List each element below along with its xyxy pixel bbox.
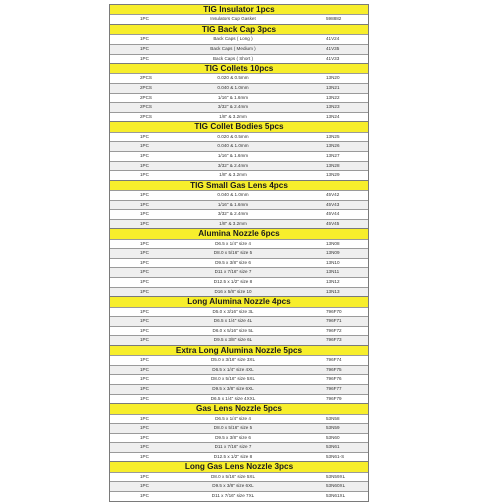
spec-cell: 0.040 & 1.0mm bbox=[217, 192, 249, 198]
part-number-cell: 796F77 bbox=[326, 386, 342, 392]
part-number-cell: 13N08 bbox=[326, 240, 340, 246]
part-number-cell: 796F79 bbox=[326, 395, 342, 401]
quantity-cell: 1PC bbox=[140, 366, 149, 372]
table-row bbox=[110, 335, 368, 345]
part-number-cell: 53N61XL bbox=[326, 493, 346, 499]
part-number-cell: 13N29 bbox=[326, 172, 340, 178]
table-row bbox=[110, 384, 368, 394]
section-header: TIG Small Gas Lens 4pcs bbox=[110, 180, 368, 190]
spec-cell: D9.5 x 3/8" size 6 bbox=[215, 434, 251, 440]
spec-cell: D11 x 7/16" size 7 bbox=[214, 444, 252, 450]
part-number-cell: 796F72 bbox=[326, 327, 342, 333]
part-number-cell: 45V43 bbox=[326, 201, 340, 207]
spec-cell: Back Caps ( Long ) bbox=[213, 36, 253, 42]
spec-cell: 0.040 & 1.0mm bbox=[217, 143, 249, 149]
part-number-cell: 13N11 bbox=[326, 269, 340, 275]
table-row bbox=[110, 394, 368, 404]
spec-cell: D6.5 x 1/4" size 4 bbox=[215, 415, 251, 421]
part-number-cell: 53N61-S bbox=[326, 453, 345, 459]
spec-cell: D8.0 x 5/16" size 5 bbox=[213, 250, 253, 256]
quantity-cell: 1PC bbox=[140, 357, 149, 363]
quantity-cell: 1PC bbox=[140, 493, 149, 499]
table-row bbox=[110, 239, 368, 249]
quantity-cell: 1PC bbox=[140, 259, 149, 265]
quantity-cell: 1PC bbox=[140, 279, 149, 285]
quantity-cell: 2PCS bbox=[140, 104, 153, 110]
table-row bbox=[110, 491, 368, 501]
table-row bbox=[110, 326, 368, 336]
quantity-cell: 1PC bbox=[140, 172, 149, 178]
quantity-cell: 1PC bbox=[140, 327, 149, 333]
section-header: TIG Back Cap 3pcs bbox=[110, 24, 368, 34]
spec-cell: 1/8" & 3.2mm bbox=[219, 220, 247, 226]
quantity-cell: 1PC bbox=[140, 201, 149, 207]
spec-cell: D9.5 x 3/8" size 6L bbox=[213, 337, 253, 343]
quantity-cell: 1PC bbox=[140, 444, 149, 450]
part-number-cell: 796F75 bbox=[326, 366, 342, 372]
part-number-cell: 13N25 bbox=[326, 133, 340, 139]
spec-cell: 3/32" & 2.4mm bbox=[217, 104, 249, 110]
spec-cell: Back Caps ( Short ) bbox=[212, 55, 254, 61]
section-header: TIG Collet Bodies 5pcs bbox=[110, 121, 368, 131]
quantity-cell: 1PC bbox=[140, 240, 149, 246]
quantity-cell: 1PC bbox=[140, 376, 149, 382]
quantity-cell: 1PC bbox=[140, 483, 149, 489]
quantity-cell: 1PC bbox=[140, 473, 149, 479]
table-row bbox=[110, 44, 368, 54]
quantity-cell: 1PC bbox=[140, 220, 149, 226]
table-row bbox=[110, 267, 368, 277]
spec-cell: 1/16" & 1.6mm bbox=[217, 201, 249, 207]
spec-cell: D12.5 x 1/2" size 8 bbox=[213, 279, 253, 285]
spec-cell: D5.0 x 3/16" size 3XL bbox=[210, 357, 256, 363]
quantity-cell: 2PCS bbox=[140, 94, 153, 100]
section-header: Long Gas Lens Nozzle 3pcs bbox=[110, 461, 368, 471]
spec-cell: Insulators Cup Gasket bbox=[210, 16, 256, 22]
part-number-cell: 53N60XL bbox=[326, 483, 346, 489]
spec-cell: 3/32" & 2.4mm bbox=[217, 162, 249, 168]
table-row bbox=[110, 433, 368, 443]
table-row bbox=[110, 287, 368, 297]
part-number-cell: 13N20 bbox=[326, 75, 340, 81]
spec-cell: D6.5 x 1/4" size 4XXL bbox=[210, 395, 256, 401]
spec-cell: 0.020 & 0.5mm bbox=[217, 133, 249, 139]
part-number-cell: 13N28 bbox=[326, 162, 340, 168]
part-number-cell: 13N27 bbox=[326, 152, 340, 158]
quantity-cell: 1PC bbox=[140, 211, 149, 217]
table-row bbox=[110, 83, 368, 93]
part-number-cell: 796F76 bbox=[326, 376, 342, 382]
part-number-cell: 45V44 bbox=[326, 211, 340, 217]
quantity-cell: 2PCS bbox=[140, 75, 153, 81]
spec-cell: 3/32" & 2.4mm bbox=[217, 211, 249, 217]
quantity-cell: 1PC bbox=[140, 337, 149, 343]
part-number-cell: 53N61 bbox=[326, 444, 340, 450]
quantity-cell: 1PC bbox=[140, 192, 149, 198]
spec-cell: D9.5 x 3/8" size 6 bbox=[215, 259, 251, 265]
quantity-cell: 1PC bbox=[140, 45, 149, 51]
quantity-cell: 1PC bbox=[140, 425, 149, 431]
quantity-cell: 1PC bbox=[140, 133, 149, 139]
spec-cell: D6.5 x 1/4" size 4 bbox=[215, 240, 251, 246]
section-header: TIG Collets 10pcs bbox=[110, 63, 368, 73]
quantity-cell: 1PC bbox=[140, 162, 149, 168]
quantity-cell: 1PC bbox=[140, 269, 149, 275]
spec-cell: 1/8" & 3.2mm bbox=[219, 172, 247, 178]
part-number-cell: 13N24 bbox=[326, 113, 340, 119]
quantity-cell: 2PCS bbox=[140, 113, 153, 119]
table-row bbox=[110, 481, 368, 491]
part-number-cell: 41V24 bbox=[326, 36, 340, 42]
part-number-cell: 53N59 bbox=[326, 425, 340, 431]
table-row bbox=[110, 248, 368, 258]
table-row bbox=[110, 258, 368, 268]
part-number-cell: 796F73 bbox=[326, 337, 342, 343]
quantity-cell: 1PC bbox=[140, 434, 149, 440]
table-row bbox=[110, 73, 368, 83]
parts-list-table bbox=[109, 4, 369, 502]
part-number-cell: 45V45 bbox=[326, 220, 340, 226]
spec-cell: 1/8" & 3.2mm bbox=[219, 113, 247, 119]
spec-cell: 0.040 & 1.0mm bbox=[217, 85, 249, 91]
quantity-cell: 1PC bbox=[140, 288, 149, 294]
spec-cell: D6.5 x 1/4" size 4L bbox=[213, 318, 253, 324]
table-row bbox=[110, 34, 368, 44]
part-number-cell: 53N60 bbox=[326, 434, 340, 440]
quantity-cell: 1PC bbox=[140, 152, 149, 158]
spec-cell: D6.0 x 5/16" size 5L bbox=[212, 327, 254, 333]
quantity-cell: 2PCS bbox=[140, 85, 153, 91]
part-number-cell: 13N10 bbox=[326, 259, 340, 265]
spec-cell: D16 x 5/8" size 10 bbox=[214, 288, 252, 294]
part-number-cell: 598882 bbox=[326, 16, 342, 22]
section-header: Alumina Nozzle 6pcs bbox=[110, 228, 368, 238]
spec-cell: 1/16" & 1.6mm bbox=[217, 94, 249, 100]
part-number-cell: 796F70 bbox=[326, 308, 342, 314]
section-header: Gas Lens Nozzle 5pcs bbox=[110, 403, 368, 413]
spec-cell: D11 x 7/16" size 7 bbox=[214, 269, 252, 275]
table-row bbox=[110, 219, 368, 229]
table-row bbox=[110, 112, 368, 122]
spec-cell: D11 x 7/16" size 7XL bbox=[211, 493, 255, 499]
table-row bbox=[110, 209, 368, 219]
table-row bbox=[110, 355, 368, 365]
table-row bbox=[110, 423, 368, 433]
part-number-cell: 13N13 bbox=[326, 288, 340, 294]
quantity-cell: 1PC bbox=[140, 415, 149, 421]
spec-cell: D12.5 x 1/2" size 8 bbox=[213, 453, 253, 459]
table-row bbox=[110, 190, 368, 200]
quantity-cell: 1PC bbox=[140, 250, 149, 256]
table-row bbox=[110, 374, 368, 384]
table-row bbox=[110, 93, 368, 103]
table-row bbox=[110, 102, 368, 112]
part-number-cell: 13N22 bbox=[326, 94, 340, 100]
spec-cell: 1/16" & 1.6mm bbox=[217, 152, 249, 158]
section-header: Long Alumina Nozzle 4pcs bbox=[110, 296, 368, 306]
table-row bbox=[110, 277, 368, 287]
part-number-cell: 13N23 bbox=[326, 104, 340, 110]
table-row bbox=[110, 442, 368, 452]
quantity-cell: 1PC bbox=[140, 16, 149, 22]
part-number-cell: 45V42 bbox=[326, 192, 340, 198]
spec-cell: D8.0 x 5/16" size 5XL bbox=[210, 473, 256, 479]
part-number-cell: 53N58 bbox=[326, 415, 340, 421]
quantity-cell: 1PC bbox=[140, 36, 149, 42]
part-number-cell: 13N26 bbox=[326, 143, 340, 149]
table-row bbox=[110, 200, 368, 210]
quantity-cell: 1PC bbox=[140, 308, 149, 314]
part-number-cell: 796F71 bbox=[326, 318, 342, 324]
part-number-cell: 53N59XL bbox=[326, 473, 346, 479]
part-number-cell: 796F74 bbox=[326, 357, 342, 363]
spec-cell: D9.5 x 3/8" size 6XL bbox=[212, 386, 254, 392]
quantity-cell: 1PC bbox=[140, 55, 149, 61]
spec-cell: D6.5 x 1/4" size 4XL bbox=[212, 366, 254, 372]
spec-cell: D8.0 x 5/16" size 5 bbox=[213, 425, 253, 431]
part-number-cell: 41V33 bbox=[326, 55, 340, 61]
spec-cell: D8.0 x 5/16" size 5XL bbox=[210, 376, 256, 382]
part-number-cell: 13N21 bbox=[326, 85, 340, 91]
spec-cell: Back Caps ( Medium ) bbox=[210, 45, 256, 51]
quantity-cell: 1PC bbox=[140, 453, 149, 459]
part-number-cell: 13N09 bbox=[326, 250, 340, 256]
part-number-cell: 13N12 bbox=[326, 279, 340, 285]
table-row bbox=[110, 170, 368, 180]
table-row bbox=[110, 365, 368, 375]
spec-cell: 0.020 & 0.5mm bbox=[217, 75, 249, 81]
spec-cell: D9.5 x 3/8" size 6XL bbox=[212, 483, 254, 489]
table-row bbox=[110, 161, 368, 171]
quantity-cell: 1PC bbox=[140, 318, 149, 324]
part-number-cell: 41V35 bbox=[326, 45, 340, 51]
quantity-cell: 1PC bbox=[140, 386, 149, 392]
section-header: TIG Insulator 1pcs bbox=[110, 4, 368, 14]
quantity-cell: 1PC bbox=[140, 395, 149, 401]
table-row bbox=[110, 151, 368, 161]
quantity-cell: 1PC bbox=[140, 143, 149, 149]
spec-cell: D5.0 x 3/16" size 3L bbox=[212, 308, 254, 314]
table-row bbox=[110, 14, 368, 24]
section-header: Extra Long Alumina Nozzle 5pcs bbox=[110, 345, 368, 355]
table-row bbox=[110, 414, 368, 424]
table-row bbox=[110, 316, 368, 326]
table-row bbox=[110, 307, 368, 317]
table-row bbox=[110, 54, 368, 64]
table-row bbox=[110, 141, 368, 151]
table-row bbox=[110, 452, 368, 462]
table-row bbox=[110, 132, 368, 142]
table-row bbox=[110, 472, 368, 482]
